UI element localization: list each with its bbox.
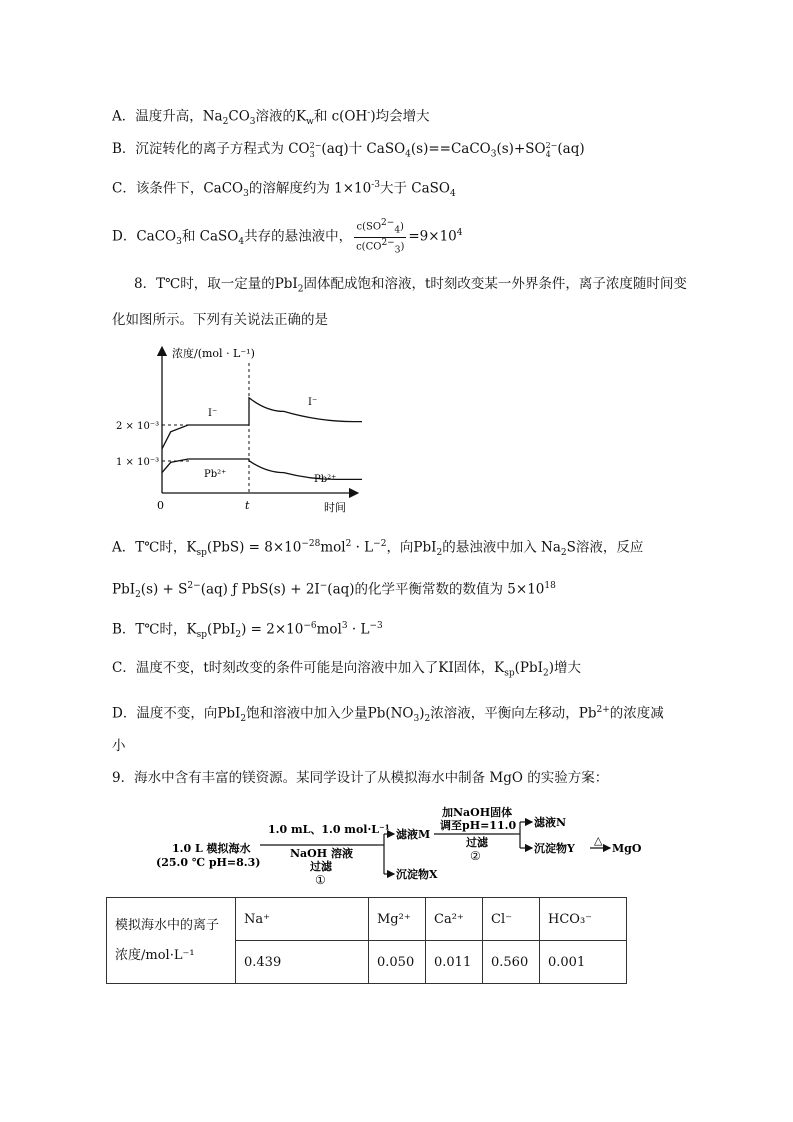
x-axis-label: 时间 bbox=[324, 501, 346, 514]
label-iodide-before: I⁻ bbox=[208, 408, 218, 419]
ion-ca: Ca²⁺ bbox=[426, 898, 483, 941]
q8-option-d-line2: 小 bbox=[112, 738, 126, 754]
filtrate-n: 滤液N bbox=[534, 816, 567, 829]
product-mgo: MgO bbox=[612, 842, 642, 855]
start-seawater: 1.0 L 模拟海水 bbox=[172, 842, 251, 855]
q8-option-b: B．T℃时，$K_{sp}(PbI_2) = 2\times 10^{-6}mol^3 \cdot L^{-3}$ bbox=[112, 621, 383, 641]
concentration-time-chart bbox=[112, 343, 362, 518]
t-label: t bbox=[245, 499, 250, 512]
q8-stem-line2: 化如图所示。下列有关说法正确的是 bbox=[112, 312, 328, 328]
step1-filter: 过滤 bbox=[310, 860, 332, 873]
y-axis-label: 浓度/(mol · L⁻¹) bbox=[172, 347, 255, 360]
q8-option-a-line2: $PbI_2(s) + S^{2-}(aq)$ ƒ PbS(s) + 2I−(aq)的化学平衡常数的数值为 $5\times 10^{18}$ bbox=[112, 581, 556, 601]
label-lead-before: Pb²⁺ bbox=[204, 469, 227, 480]
precipitate-y: 沉淀物Y bbox=[534, 842, 575, 855]
label-iodide-after: I⁻ bbox=[308, 397, 318, 408]
label-lead-after: Pb²⁺ bbox=[314, 474, 337, 485]
q8-option-d-line1: D．温度不变，向PbI$_2$饱和溶液中加入少量$Pb(NO_3)_2$浓溶液，平衡向左移动，$Pb^{2+}$的浓度减 bbox=[112, 705, 664, 725]
heat-symbol: △ bbox=[594, 834, 603, 847]
y-tick-2e-3: 2 × 10⁻³ bbox=[116, 421, 160, 432]
origin-label: 0 bbox=[157, 499, 164, 512]
precipitate-x: 沉淀物X bbox=[396, 868, 438, 881]
q7-option-c: C．该条件下，CaCO$_3$的溶解度约为 $1\times 10^{-3}$大于 CaSO$_4$ bbox=[112, 180, 456, 200]
concentration-ratio-fraction: $\frac{c(SO^{2-}_4)}{c(CO^{2-}_3)}$ bbox=[356, 218, 405, 255]
mgo-preparation-flowchart bbox=[150, 800, 650, 890]
q8-option-a-line1: A．T℃时，$K_{sp}(PbS) = 8\times 10^{-28}mol^2 \cdot L^{-2}$，向PbI$_2$的悬浊液中加入 $Na_2S$溶液，反应 bbox=[112, 539, 644, 559]
ion-mg: Mg²⁺ bbox=[369, 898, 426, 941]
value-ca: 0.011 bbox=[426, 941, 483, 984]
step1-number: ① bbox=[315, 873, 326, 887]
value-cl: 0.560 bbox=[483, 941, 540, 984]
q7-option-a: A．温度升高，$Na_2CO_3$溶液的$K_w$和 c(OH-)均会增大 bbox=[112, 108, 430, 128]
ion-concentration-table bbox=[106, 897, 627, 984]
y-tick-1e-3: 1 × 10⁻³ bbox=[116, 457, 160, 468]
series-iodide-line bbox=[162, 398, 362, 449]
table-header-cell: 模拟海水中的离子 浓度/mol·L⁻¹ bbox=[107, 898, 236, 984]
q7-option-d: D．CaCO$_3$和 CaSO$_4$共存的悬浊液中， $\frac{c(SO^{2-}_4)}{c(CO^{2-}_3)}$ $=9\times 10^4$ bbox=[112, 218, 463, 255]
step2-filter: 过滤 bbox=[466, 836, 488, 849]
step2-number: ② bbox=[470, 849, 481, 863]
ion-cl: Cl⁻ bbox=[483, 898, 540, 941]
step2-ph: 调至pH=11.0 bbox=[440, 819, 517, 832]
ion-na: Na⁺ bbox=[236, 898, 369, 941]
q9-stem: 9．海水中含有丰富的镁资源。某同学设计了从模拟海水中制备 MgO 的实验方案： bbox=[112, 770, 609, 786]
step1-reagent: 1.0 mL、1.0 mol·L⁻¹ bbox=[268, 823, 390, 836]
q8-option-c: C．温度不变，t时刻改变的条件可能是向溶液中加入了KI固体，$K_{sp}(PbI_2)$增大 bbox=[112, 660, 581, 679]
filtrate-m: 滤液M bbox=[396, 828, 431, 841]
q7-option-b: B．沉淀转化的离子方程式为 CO2− 3 (aq)十 CaSO$_4$(s)==CaCO$_3$(s)+SO2− 4 (aq) bbox=[112, 140, 585, 160]
table-row bbox=[107, 898, 627, 941]
value-mg: 0.050 bbox=[369, 941, 426, 984]
value-hco3: 0.001 bbox=[540, 941, 627, 984]
start-conditions: (25.0 ℃ pH=8.3) bbox=[156, 856, 261, 869]
step2-reagent: 加NaOH固体 bbox=[442, 806, 513, 819]
value-na: 0.439 bbox=[236, 941, 369, 984]
step1-naoh: NaOH 溶液 bbox=[290, 847, 353, 860]
q8-stem-line1: 8．T℃时，取一定量的PbI$_2$固体配成饱和溶液，t时刻改变某一外界条件，离子浓度随时间变 bbox=[134, 276, 687, 295]
ion-hco3: HCO₃⁻ bbox=[540, 898, 627, 941]
